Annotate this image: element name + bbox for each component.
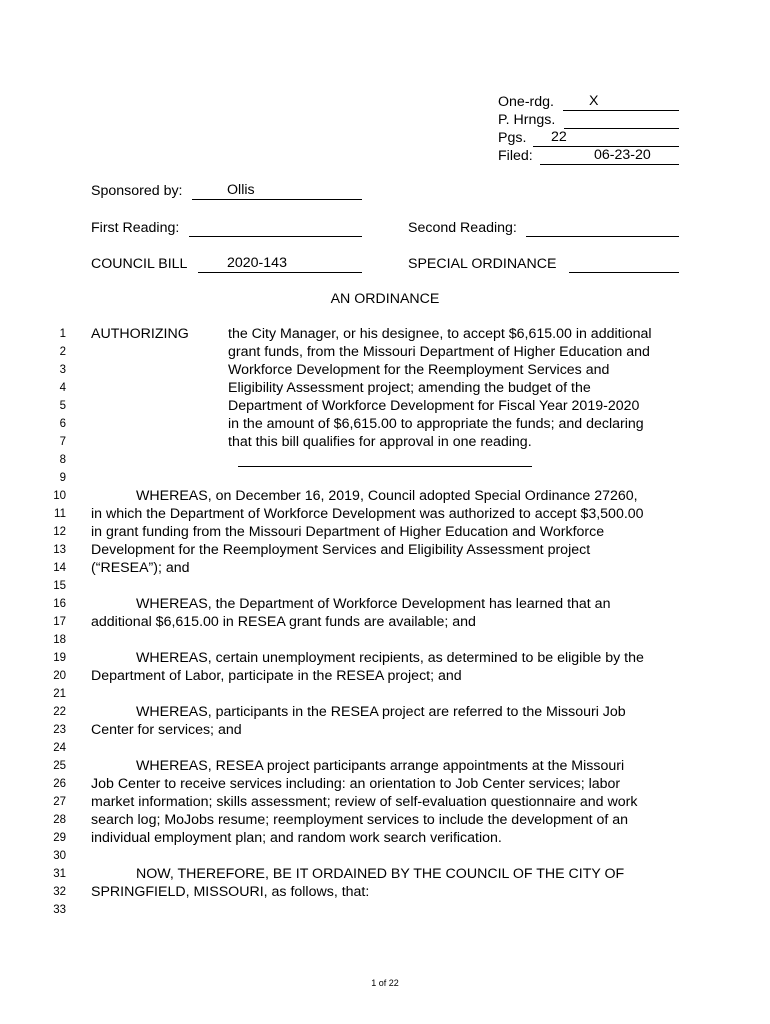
line-number: 6 (59, 418, 66, 430)
line-number: 18 (53, 634, 66, 646)
filed-value: 06-23-20 (594, 147, 651, 163)
line-number: 19 (53, 652, 66, 664)
page-footer: 1 of 22 (371, 978, 399, 988)
title-line: Department of Workforce Development for Fiscal Year 2019-2020 (228, 398, 640, 414)
body-line: WHEREAS, participants in the RESEA project are referred to the Missouri Job (136, 704, 626, 720)
line-number: 10 (53, 490, 66, 502)
line-number: 28 (53, 814, 66, 826)
line-number: 17 (53, 616, 66, 628)
body-line: additional $6,615.00 in RESEA grant funds are available; and (91, 614, 476, 630)
body-line: Department of Labor, participate in the RESEA project; and (91, 668, 462, 684)
pgs-label: Pgs. (498, 130, 527, 146)
body-line: search log; MoJobs resume; reemployment services to include the development of an (91, 812, 629, 828)
one-rdg-field (563, 93, 679, 111)
line-number: 4 (59, 382, 66, 394)
body-line: WHEREAS, the Department of Workforce Development has learned that an (136, 596, 611, 612)
title-divider (238, 466, 532, 467)
p-hrngs-label: P. Hrngs. (498, 112, 556, 128)
line-number: 30 (53, 850, 66, 862)
second-reading-field (526, 219, 679, 237)
line-number: 32 (53, 886, 66, 898)
special-ordinance-label: SPECIAL ORDINANCE (408, 256, 557, 272)
line-number: 16 (53, 598, 66, 610)
line-number: 33 (53, 904, 66, 916)
title-line: grant funds, from the Missouri Department of Higher Education and (228, 344, 650, 360)
sponsor-field (192, 182, 362, 200)
body-line: individual employment plan; and random work search verification. (91, 830, 502, 846)
title-line: the City Manager, or his designee, to accept $6,615.00 in additional (228, 326, 652, 342)
council-bill-value: 2020-143 (227, 255, 287, 271)
council-bill-label: COUNCIL BILL (91, 256, 188, 272)
body-line: Job Center to receive services including: an orientation to Job Center services; labor (91, 776, 621, 792)
one-rdg-label: One-rdg. (498, 94, 554, 110)
sponsor-value: Ollis (227, 182, 255, 198)
line-number: 24 (53, 742, 66, 754)
first-reading-label: First Reading: (91, 220, 180, 236)
line-number: 22 (53, 706, 66, 718)
body-line: Center for services; and (91, 722, 242, 738)
title-line: that this bill qualifies for approval in one reading. (228, 434, 532, 450)
pgs-field (533, 129, 679, 147)
council-bill-field (198, 255, 362, 273)
one-rdg-value: X (589, 93, 599, 109)
line-number: 2 (59, 346, 66, 358)
body-line: (“RESEA”); and (91, 560, 190, 576)
line-number: 5 (59, 400, 66, 412)
sponsor-label: Sponsored by: (91, 183, 183, 199)
filed-label: Filed: (498, 148, 533, 164)
first-reading-field (189, 219, 362, 237)
body-line: market information; skills assessment; review of self-evaluation questionnaire and work (91, 794, 638, 810)
p-hrngs-field (564, 111, 679, 129)
title-line: Workforce Development for the Reemployment Services and (228, 362, 610, 378)
line-number: 20 (53, 670, 66, 682)
line-number: 25 (53, 760, 66, 772)
body-line: WHEREAS, RESEA project participants arrange appointments at the Missouri (136, 758, 625, 774)
line-number: 26 (53, 778, 66, 790)
line-number: 29 (53, 832, 66, 844)
line-number: 3 (59, 364, 66, 376)
line-number: 15 (53, 580, 66, 592)
body-line: in grant funding from the Missouri Department of Higher Education and Workforce (91, 524, 605, 540)
line-number: 11 (54, 508, 66, 520)
body-line: WHEREAS, certain unemployment recipients, as determined to be eligible by the (136, 650, 644, 666)
line-number: 1 (59, 328, 66, 340)
filed-field (540, 147, 679, 165)
line-number: 8 (59, 454, 66, 466)
line-number: 27 (53, 796, 66, 808)
line-number: 23 (53, 724, 66, 736)
title-line: Eligibility Assessment project; amending the budget of the (228, 380, 591, 396)
line-number: 21 (53, 688, 66, 700)
special-ordinance-field (569, 255, 679, 273)
line-number: 13 (53, 544, 66, 556)
body-line: SPRINGFIELD, MISSOURI, as follows, that: (91, 884, 370, 900)
line-number: 31 (53, 868, 66, 880)
body-line: in which the Department of Workforce Development was authorized to accept $3,500.00 (91, 506, 644, 522)
authorizing-keyword: AUTHORIZING (91, 326, 189, 342)
body-line: Development for the Reemployment Services and Eligibility Assessment project (91, 542, 591, 558)
title-line: in the amount of $6,615.00 to appropriate the funds; and declaring (228, 416, 644, 432)
line-number: 7 (59, 436, 66, 448)
pgs-value: 22 (551, 129, 567, 145)
line-number: 14 (53, 562, 66, 574)
body-line: NOW, THEREFORE, BE IT ORDAINED BY THE COUNCIL OF THE CITY OF (136, 866, 625, 882)
line-number: 12 (53, 526, 66, 538)
body-line: WHEREAS, on December 16, 2019, Council adopted Special Ordinance 27260, (136, 488, 638, 504)
line-number: 9 (59, 472, 66, 484)
second-reading-label: Second Reading: (408, 220, 517, 236)
ordinance-heading: AN ORDINANCE (330, 291, 440, 307)
